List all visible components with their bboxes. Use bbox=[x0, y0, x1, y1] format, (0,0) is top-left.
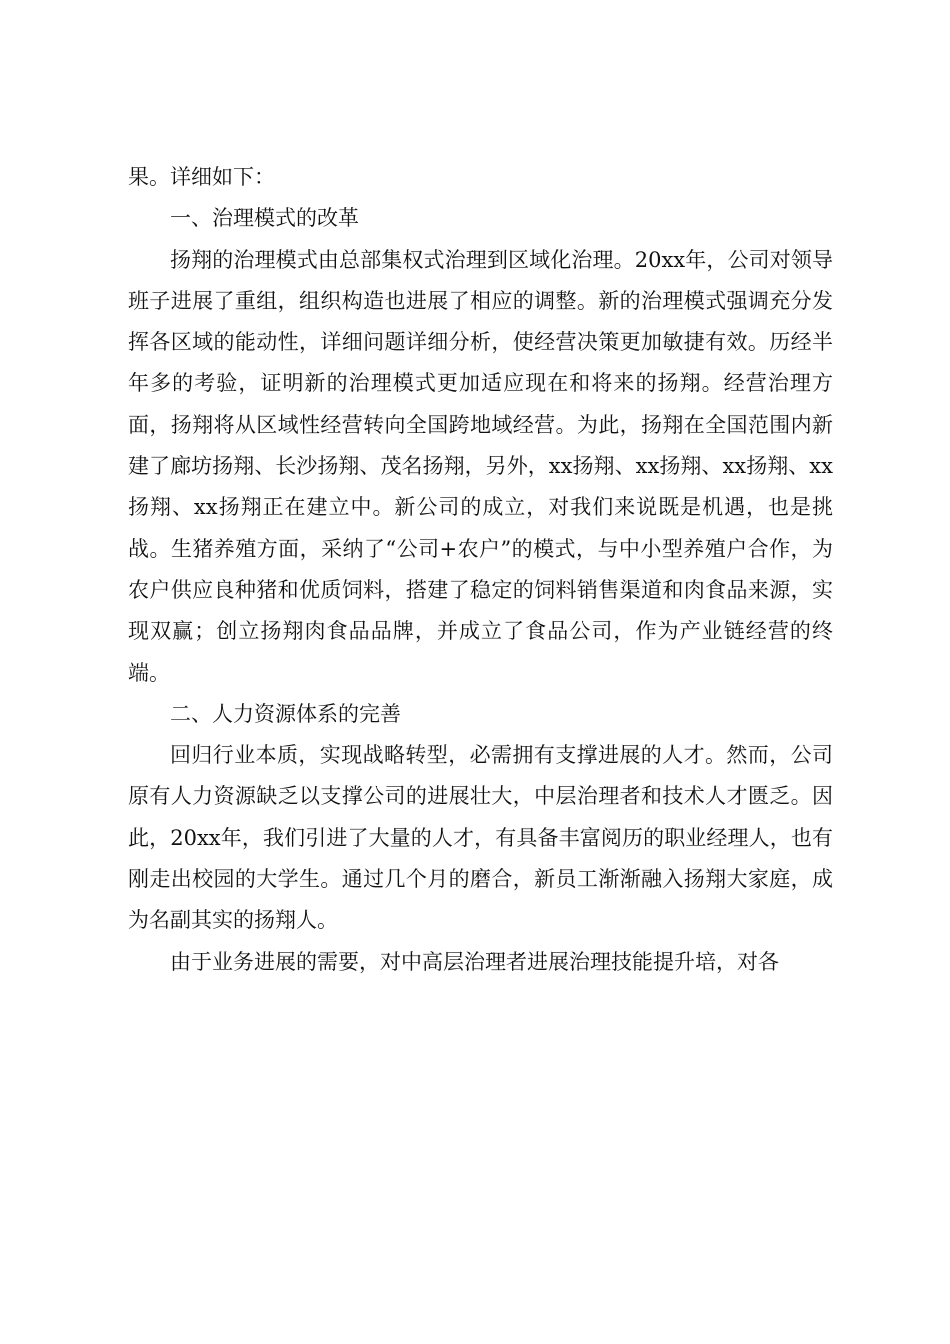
section-heading-2: 二、人力资源体系的完善 bbox=[170, 701, 401, 726]
paragraph-governance: 扬翔的治理模式由总部集权式治理到区域化治理。20xx年，公司对领导班子进展了重组，组织构造也进展了相应的调整。新的治理模式强调充分发挥各区域的能动性，详细问题详细分析，使经营决策更加敏捷有效。历经半年多的考验，证明新的治理模式更加适应现在和将来的扬翔。经营治理方面，扬翔将从区域性经营转向全国跨地域经营。为此，扬翔在全国范围内新建了廊坊扬翔、长沙扬翔、茂名扬翔，另外，xx扬翔、xx扬翔、xx扬翔、xx扬翔、xx扬翔正在建立中。新公司的成立，对我们来说既是机遇，也是挑战。生猪养殖方面，采纳了“公司+农户”的模式，与中小型养殖户合作，为农户供应良种猪和优质饲料，搭建了稳定的饲料销售渠道和肉食品来源，实现双赢；创立扬翔肉食品品牌，并成立了食品公司，作为产业链经营的终端。 bbox=[128, 247, 833, 685]
document-body bbox=[128, 157, 833, 983]
section-heading-1: 一、治理模式的改革 bbox=[170, 206, 359, 231]
paragraph-hr: 回归行业本质，实现战略转型，必需拥有支撑进展的人才。然而，公司原有人力资源缺乏以支撑公司的进展壮大，中层治理者和技术人才匮乏。因此，20xx年，我们引进了大量的人才，有具备丰富阅历的职业经理人，也有刚走出校园的大学生。通过几个月的磨合，新员工渐渐融入扬翔大家庭，成为名副其实的扬翔人。 bbox=[128, 743, 833, 933]
paragraph-intro: 果。详细如下： bbox=[128, 165, 275, 189]
paragraph-training: 由于业务进展的需要，对中高层治理者进展治理技能提升培，对各 bbox=[170, 949, 779, 974]
